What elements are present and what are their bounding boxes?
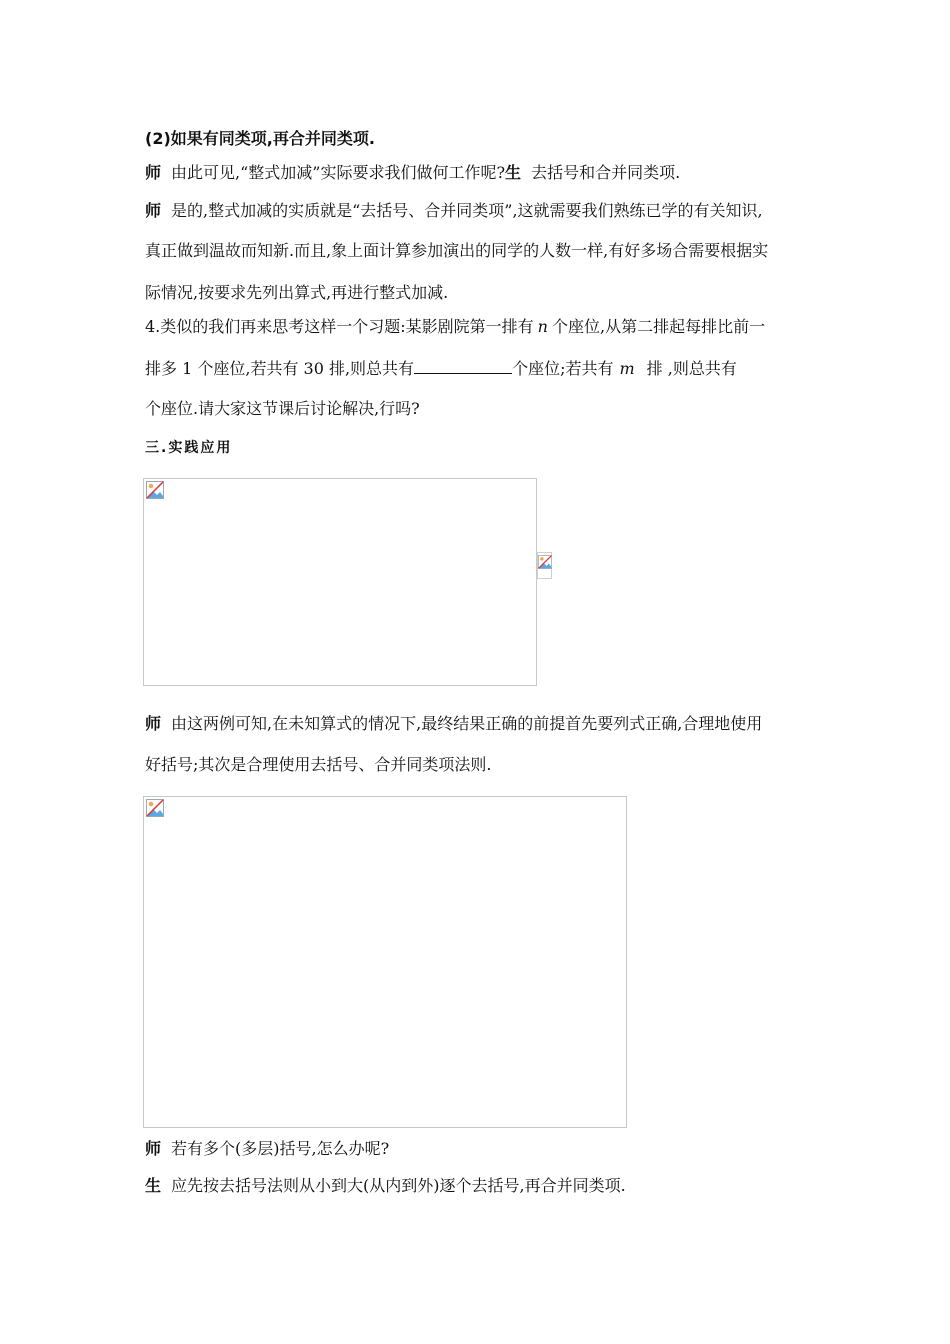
image-placeholder-small [537,552,552,579]
p4-line3: 个座位.请大家这节课后讨论解决,行吗? [145,399,420,418]
p4-line2-b: 个座位;若共有 [512,359,614,378]
p4-line2-a: 排多 1 个座位,若共有 30 排,则总共有 [145,359,415,378]
speaker-teacher: 师 [145,201,162,220]
speaker-student: 生 [505,163,522,182]
p4-line1-b: 个座位,从第二排起每排比前一 [551,317,766,336]
paragraph-p5-line2 [145,754,491,776]
paragraph-p3-line2 [145,240,768,262]
p4-line1-a: 4.类似的我们再来思考这样一个习题:某影剧院第一排有 [145,317,534,336]
broken-image-icon [146,799,164,817]
p3-line2: 真正做到温故而知新.而且,象上面计算参加演出的同学的人数一样,有好多场合需要根据实 [145,241,769,260]
section-heading: 三.实践应用 [145,440,233,456]
paragraph-p4-line2 [145,357,737,380]
variable-n: n [537,317,548,336]
p7-text: 应先按去括号法则从小到大(从内到外)逐个去括号,再合并同类项. [171,1176,626,1195]
variable-m: m [619,359,635,378]
p4-line2-c: 排 ,则总共有 [646,359,737,378]
broken-image-icon [538,555,552,569]
p3-line1: 是的,整式加减的实质就是“去括号、合并同类项”,这就需要我们熟练已学的有关知识, [171,201,763,220]
speaker-teacher: 师 [145,714,162,733]
paragraph-p5-line1 [145,713,762,735]
p6-text: 若有多个(多层)括号,怎么办呢? [171,1139,390,1158]
paragraph-p4-line3 [145,398,420,420]
speaker-teacher: 师 [145,1139,162,1158]
broken-image-icon [146,481,164,499]
paragraph-p3-line1 [145,200,763,222]
answer-blank [414,357,512,374]
p5-line1: 由这两例可知,在未知算式的情况下,最终结果正确的前提首先要列式正确,合理地使用 [171,714,763,733]
speaker-teacher: 师 [145,163,162,182]
p5-line2: 好括号;其次是合理使用去括号、合并同类项法则. [145,755,492,774]
image-placeholder [143,796,627,1128]
paragraph-p6 [145,1138,389,1160]
p1-text: (2)如果有同类项,再合并同类项. [145,129,375,148]
p2-text1: 由此可见,“整式加减”实际要求我们做何工作呢? [171,163,506,182]
paragraph-p4-line1 [145,316,765,338]
paragraph-p1 [145,128,375,150]
paragraph-p3-line3 [145,282,448,304]
p2-text2: 去括号和合并同类项. [531,163,681,182]
image-placeholder [143,478,537,686]
p3-line3: 际情况,按要求先列出算式,再进行整式加减. [145,283,449,302]
paragraph-p7 [145,1175,626,1197]
speaker-student: 生 [145,1176,162,1195]
paragraph-p2 [145,162,680,184]
